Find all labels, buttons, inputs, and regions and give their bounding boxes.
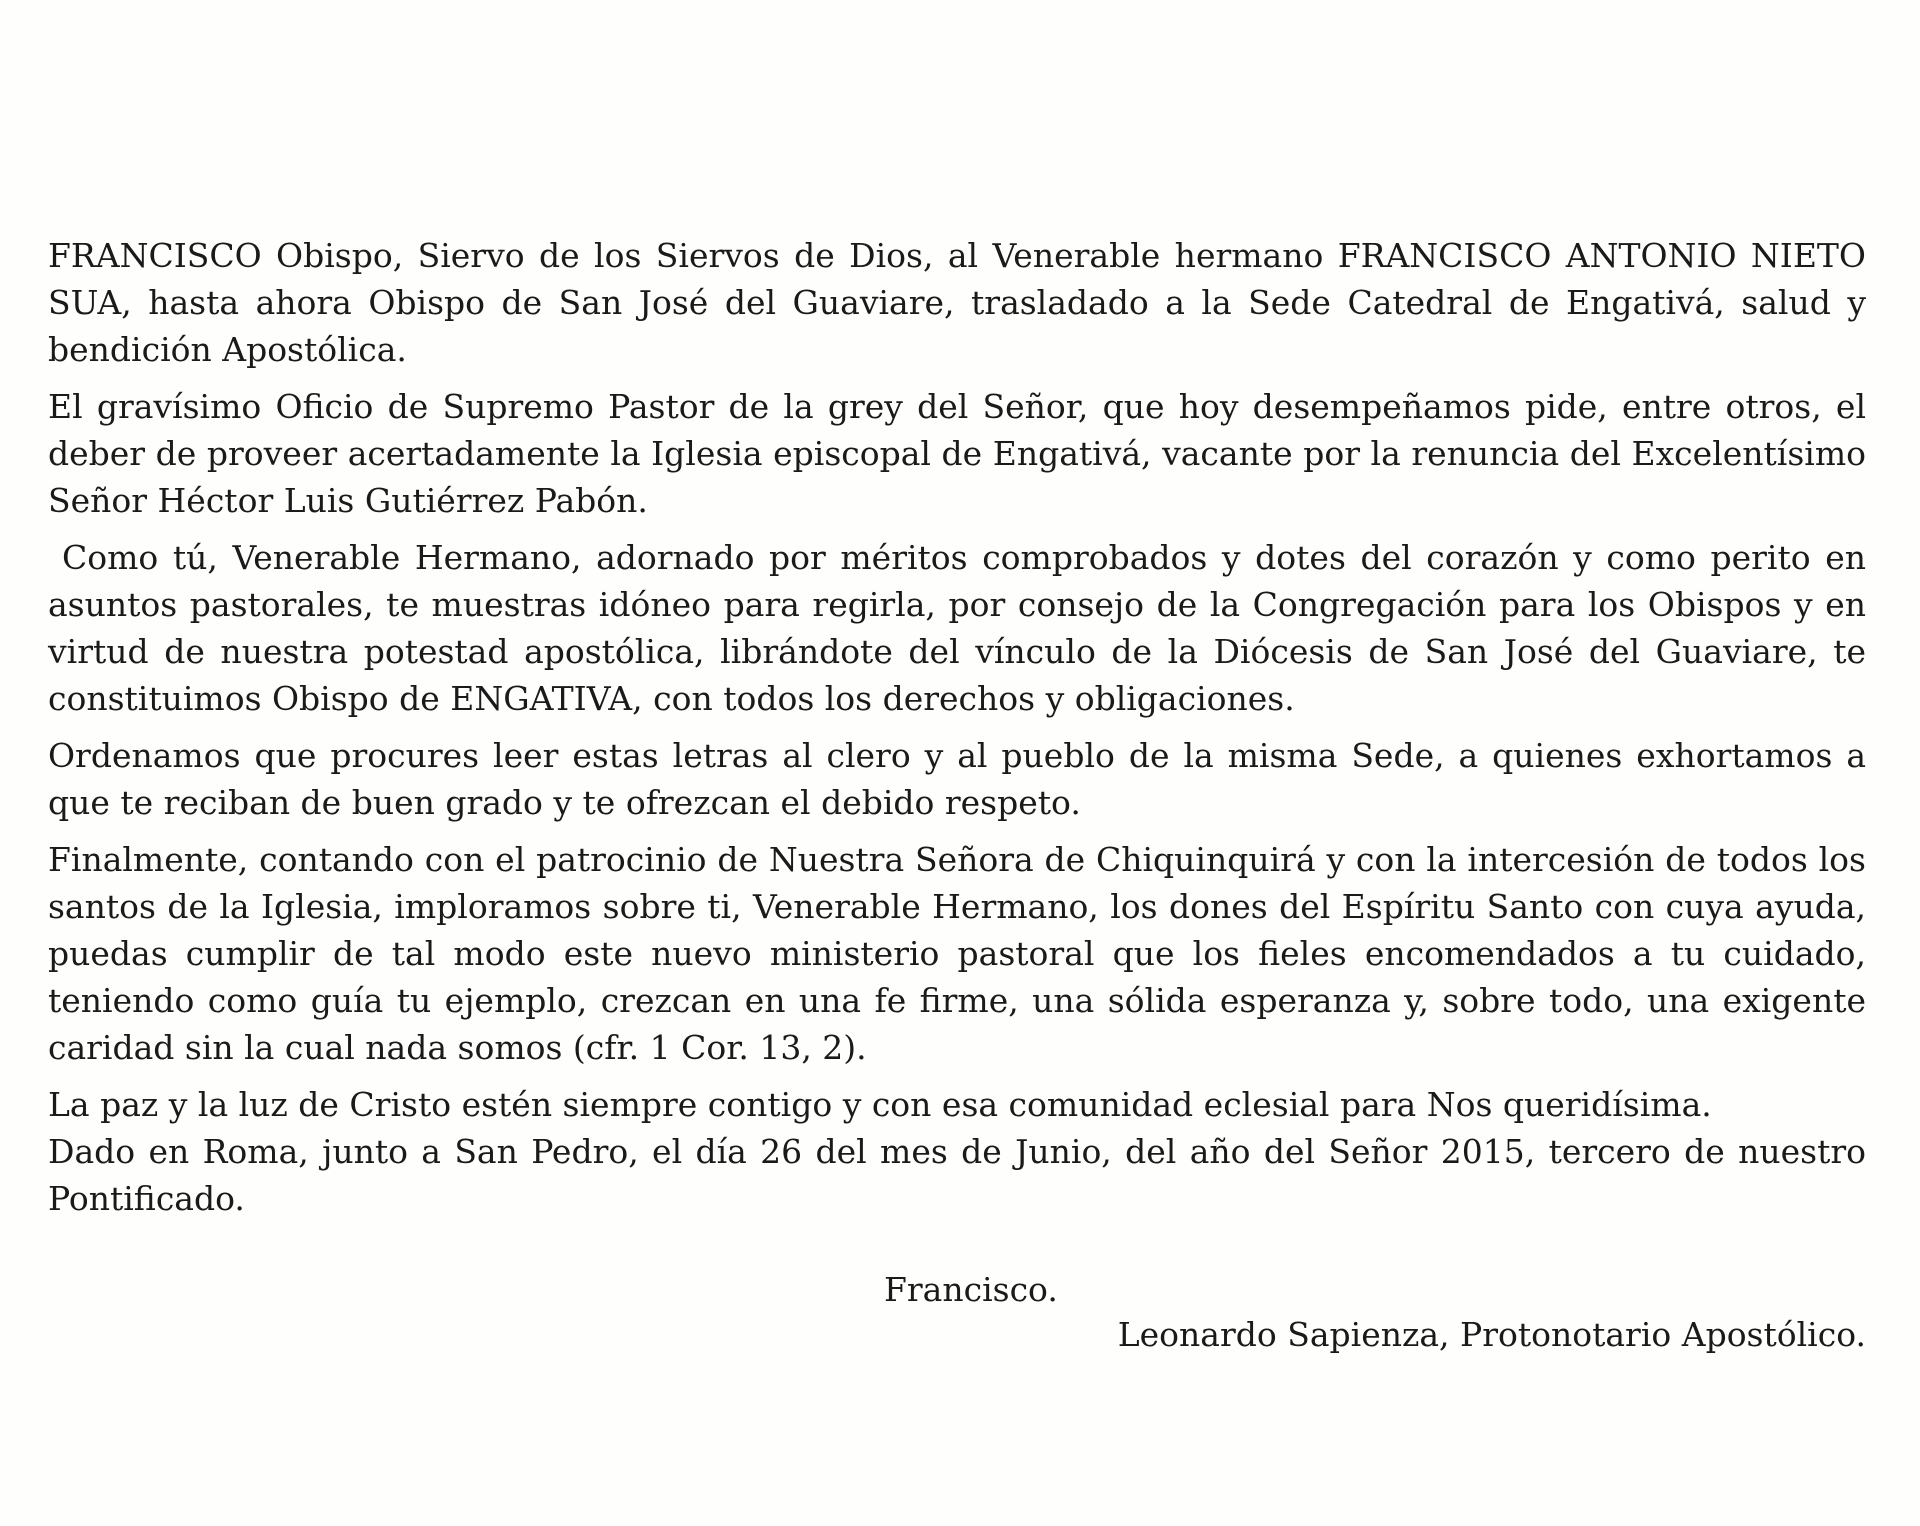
- paragraph-office: El gravísimo Oficio de Supremo Pastor de la grey del Señor, que hoy desempeñamos pide, entre otros, el deber de proveer acertadamente la Iglesia episcopal de Engativá, vacante por la renuncia del Excelentísimo Señor Héctor Luis Gutiérrez Pabón.: [48, 387, 1866, 520]
- paragraph-salutation: FRANCISCO Obispo, Siervo de los Siervos de Dios, al Venerable hermano FRANCISCO ANTONIO NIETO SUA, hasta ahora Obispo de San José del Guaviare, trasladado a la Sede Catedral de Engativá, salud y bendición Apostólica.: [48, 236, 1866, 369]
- letter-body: [48, 232, 1866, 1232]
- paragraph-appointment: Como tú, Venerable Hermano, adornado por méritos comprobados y dotes del corazón y como perito en asuntos pastorales, te muestras idóneo para regirla, por consejo de la Congregación para los Obispos y en virtud de nuestra potestad apostólica, librándote del vínculo de la Diócesis de San José del Guaviare, te constituimos Obispo de ENGATIVA, con todos los derechos y obligaciones.: [48, 538, 1866, 718]
- paragraph-blessing: Finalmente, contando con el patrocinio de Nuestra Señora de Chiquinquirá y con la intercesión de todos los santos de la Iglesia, imploramos sobre ti, Venerable Hermano, los dones del Espíritu Santo con cuya ayuda, puedas cumplir de tal modo este nuevo ministerio pastoral que los fieles encomendados a tu cuidado, teniendo como guía tu ejemplo, crezcan en una fe firme, una sólida esperanza y, sobre todo, una exigente caridad sin la cual nada somos (cfr. 1 Cor. 13, 2).: [48, 840, 1866, 1067]
- paragraph-peace: La paz y la luz de Cristo estén siempre contigo y con esa comunidad eclesial para Nos queridísima.: [48, 1085, 1712, 1124]
- paragraph-date: Dado en Roma, junto a San Pedro, el día 26 del mes de Junio, del año del Señor 2015, tercero de nuestro Pontificado.: [48, 1132, 1866, 1218]
- signature-pope: Francisco.: [884, 1270, 1058, 1309]
- signature-notary: Leonardo Sapienza, Protonotario Apostólico.: [1117, 1315, 1866, 1354]
- paragraph-order: Ordenamos que procures leer estas letras al clero y al pueblo de la misma Sede, a quienes exhortamos a que te reciban de buen grado y te ofrezcan el debido respeto.: [48, 736, 1866, 822]
